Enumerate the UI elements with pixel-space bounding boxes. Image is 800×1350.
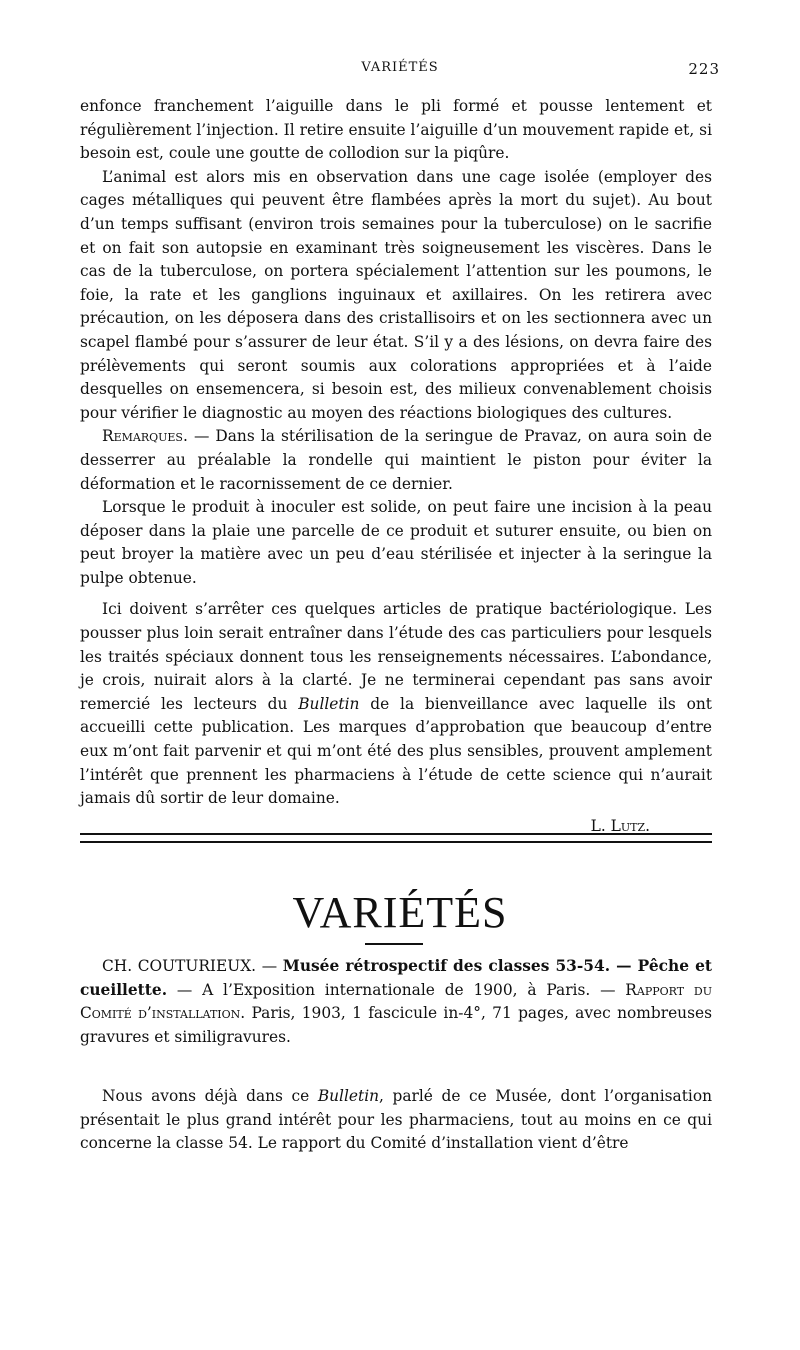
review-italic: Bulletin: [317, 1087, 380, 1105]
entry-dash: —: [256, 957, 283, 975]
remarks-text: — Dans la stérilisation de la seringue de Pravaz, on aura soin de desserrer au préalable la rondelle qui maintient le piston pour éviter la déformation et le racornissement de ce dernier.: [80, 427, 712, 493]
paragraph-injection: enfonce franchement l’aiguille dans le pli formé et pousse lentement et régulièrement l’injection. Il retire ensuite l’aiguille d’un mouvement rapide et, si besoin est, coule une goutte de collodion sur la piqûre.: [80, 97, 712, 163]
section-title-rule: [365, 943, 423, 945]
entry-end: . Paris, 1903, 1 fascicule in-4°, 71 pages, avec nombreuses gravures et similigravures.: [80, 1004, 713, 1046]
entry-title: Musée rétrospectif des classes 53-54. — Pêche et cueillette.: [80, 957, 713, 999]
paragraph-remarks: [80, 425, 712, 496]
section-divider: [80, 833, 712, 843]
running-title: VARIÉTÉS: [361, 60, 439, 75]
running-head: [80, 60, 720, 82]
entry-middle: — A l’Exposition internationale de 1900, à Paris. —: [167, 980, 626, 999]
conclusion-text-start: Ici doivent s’arrêter ces quelques articles de pratique bactériologique. Les pousser plus loin serait entraîner dans l’étude des cas particuliers pour lesquels les traités spéciaux donnent tous les renseignements nécessaires. L’abondance, je crois, nuirait alors à la clarté. Je ne terminerai cependant pas sans avoir remercié les lecteurs du: [80, 600, 712, 713]
paragraph-solid-product: Lorsque le produit à inoculer est solide, on peut faire une incision à la peau déposer dans la plaie une parcelle de ce produit et suturer ensuite, ou bien on peut broyer la matière avec un peu d’eau stérilisée et injecter à la seringue la pulpe obtenue.: [80, 498, 712, 587]
conclusion-italic: Bulletin: [298, 694, 360, 713]
review-paragraph: [80, 1085, 712, 1156]
entry-author: CH. COUTURIEUX.: [102, 957, 257, 975]
entry-report: Rapport du Comité d’installation: [80, 980, 712, 1023]
divider-rule-top: [80, 833, 712, 835]
review-entry: [80, 955, 712, 1049]
author-signature: L. Lutz.: [590, 816, 650, 835]
bibliographic-entry: [80, 955, 712, 1049]
section-title: VARIÉTÉS: [292, 888, 508, 937]
review-text-end: , parlé de ce Musée, dont l’organisation présentait le plus grand intérêt pour les pharmaciens, tout au moins en ce qui concerne la classe 54. Le rapport du Comité d’installation vient d’être: [80, 1087, 712, 1153]
remarks-label: Remarques.: [102, 427, 188, 446]
paragraph-conclusion: [80, 598, 712, 810]
review-text-start: Nous avons déjà dans ce: [102, 1087, 318, 1105]
conclusion-text-end: de la bienveillance avec laquelle ils ont accueilli cette publication. Les marques d’approbation que beaucoup d’entre eux m’ont fait parvenir et qui m’ont été des plus sensibles, prouvent amplement l’intérêt que prennent les pharmaciens à l’étude de cette science qui n’aurait jamais dû sortir de leur domaine.: [80, 694, 712, 808]
article-continuation: [80, 95, 712, 838]
paragraph-observation: L’animal est alors mis en observation dans une cage isolée (employer des cages métalliques qui peuvent être flambées après la mort du sujet). Au bout d’un temps suffisant (environ trois semaines pour la tuberculose) on le sacrifie et on fait son autopsie en examinant très soigneusement les viscères. Dans le cas de la tuberculose, on portera spécialement l’attention sur les poumons, le foie, la rate et les ganglions inguinaux et axillaires. On les retirera avec précaution, on les déposera dans des cristallisoirs et on les sectionnera avec un scapel flambé pour s’assurer de leur état. S’il y a des lésions, on devra faire des prélèvements qui seront soumis aux colorations appropriées et à l’aide desquelles on ensemencera, si besoin est, des milieux convenablement choisis pour vérifier le diagnostic au moyen des réactions biologiques des cultures.: [80, 167, 712, 422]
page-number: 223: [688, 60, 720, 78]
divider-rule-bottom: [80, 841, 712, 843]
review-body: [80, 1085, 712, 1156]
